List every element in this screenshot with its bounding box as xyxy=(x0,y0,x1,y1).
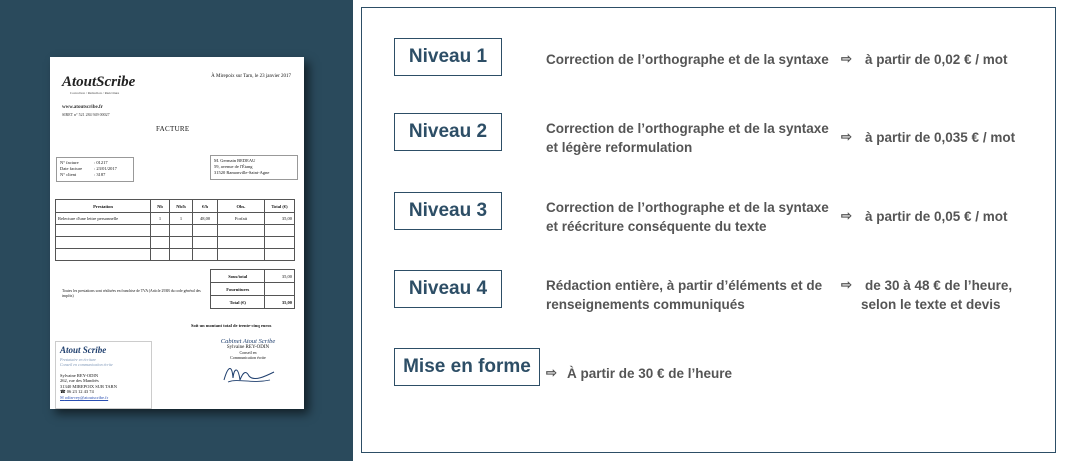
client-street: 59, avenue de l'Étang xyxy=(214,164,253,170)
stamp-subtitle-line: Prestataire en écriture xyxy=(60,357,96,362)
stamp-address-line: 31340 MIREPOIX SUR TARN xyxy=(60,383,117,389)
invoice-table xyxy=(55,199,295,261)
info-label: Date facture xyxy=(60,166,83,172)
signature-brand: Cabinet Atout Scribe xyxy=(220,338,276,345)
table-cell: 48,00 xyxy=(193,213,218,225)
column-header: Obs. xyxy=(218,200,265,213)
table-cell: 1 xyxy=(151,213,170,225)
level-3-description: Correction de l’orthographe et de la syntaxe et réécriture conséquente du texte xyxy=(546,200,829,234)
info-label: N° client xyxy=(60,172,77,178)
stamp-address xyxy=(60,373,117,400)
info-value: : 01217 xyxy=(94,160,108,165)
stamp-brand: Atout Scribe xyxy=(60,345,107,355)
invoice-title: FACTURE xyxy=(156,125,190,133)
client-name: M. Germain BEDEAU xyxy=(214,158,256,163)
info-label: N° facture xyxy=(60,160,79,165)
tva-note: Toutes les prestations sont réalisées en franchise de TVA (Article 293B du code général des impôts) xyxy=(62,289,201,298)
table-cell: 1 xyxy=(170,213,193,225)
level-4-price-line-1: de 30 à 48 € de l’heure, xyxy=(865,278,1013,293)
level-2-price: à partir de 0,035 € / mot xyxy=(865,130,1016,145)
level-2-description: Correction de l’orthographe et de la syntaxe et légère reformulation xyxy=(546,121,829,155)
total-in-words: Soit un montant total de trente-cinq euros xyxy=(191,323,272,328)
table-cell: Forfait xyxy=(218,213,265,225)
level-3-button[interactable]: Niveau 3 xyxy=(394,192,502,230)
table-cell: 35,00 xyxy=(265,213,295,225)
handwritten-signature xyxy=(218,362,278,386)
mise-en-forme-button[interactable]: Mise en forme xyxy=(394,348,540,386)
table-cell: Relecture d'une lettre personnelle xyxy=(56,213,151,225)
signature-role: Communication écrite xyxy=(230,355,266,360)
stamp-email-text: odin-rey@atoutscribe.fr xyxy=(64,394,109,400)
arrow-right-icon: ⇨ xyxy=(841,129,852,144)
stamp-address-line: Sylvaine REY-ODIN xyxy=(60,373,99,378)
table-row xyxy=(56,237,295,249)
invoice-totals xyxy=(210,269,295,309)
mail-icon: ✉ xyxy=(60,394,65,400)
table-row xyxy=(56,213,295,225)
arrow-right-icon: ⇨ xyxy=(841,51,852,66)
stamp-subtitle-line: Conseil en communication écrite xyxy=(60,362,113,367)
arrow-right-icon: ⇨ xyxy=(841,277,852,292)
invoice-client-box xyxy=(210,155,298,180)
table-row xyxy=(56,225,295,237)
table-header-row xyxy=(56,200,295,213)
column-header: Nb xyxy=(151,200,170,213)
invoice-siret: SIRET n° 521 284 949 00027 xyxy=(62,112,110,117)
column-header: Nb/h xyxy=(170,200,193,213)
signature-block xyxy=(202,338,294,386)
total-label: Total (€) xyxy=(211,296,265,309)
level-4-description: Rédaction entière, à partir d’éléments et de renseignements communiqués xyxy=(546,278,823,312)
signature-name: Sylvaine REY-ODIN xyxy=(226,345,270,350)
invoice-info-box xyxy=(56,157,134,182)
column-header: Prestation xyxy=(56,200,151,213)
invoice-date-line: À Mirepoix sur Tarn, le 23 janvier 2017 xyxy=(211,74,291,79)
client-city: 31520 Ramonville-Saint-Agne xyxy=(214,170,270,176)
pricing-panel xyxy=(361,7,1056,453)
mise-en-forme-price: À partir de 30 € de l’heure xyxy=(567,366,733,381)
column-header: €/h xyxy=(193,200,218,213)
table-row xyxy=(56,249,295,261)
column-header: Total (€) xyxy=(265,200,295,213)
invoice-logo: AtoutScribe xyxy=(62,74,136,90)
total-value: 35,00 xyxy=(265,296,295,309)
stamp-address-line: 262, rue des Mandrès xyxy=(60,378,99,384)
subtotal-value: 35,00 xyxy=(265,270,295,283)
signature-role: Conseil en xyxy=(239,350,257,355)
arrow-right-icon: ⇨ xyxy=(546,365,557,380)
stamp-subtitle xyxy=(60,357,113,367)
left-panel xyxy=(0,0,353,461)
level-3-price: à partir de 0,05 € / mot xyxy=(865,209,1008,224)
stamp-phone: ☎ 06 23 12 43 74 xyxy=(60,389,94,395)
info-value: : 3187 xyxy=(94,172,106,178)
level-1-button[interactable]: Niveau 1 xyxy=(394,38,502,76)
level-1-price: à partir de 0,02 € / mot xyxy=(865,52,1008,67)
arrow-right-icon: ⇨ xyxy=(841,208,852,223)
invoice-website: www.atoutscribe.fr xyxy=(62,105,103,110)
subtotal-label: Sous/total xyxy=(211,270,265,283)
level-4-button[interactable]: Niveau 4 xyxy=(394,270,502,308)
stamp-email xyxy=(60,395,117,400)
invoice-logo-subtitle: Correction / Rédaction / Réécriture xyxy=(70,91,120,95)
supplies-label: Fournitures xyxy=(211,283,265,296)
company-stamp xyxy=(55,341,152,409)
level-2-button[interactable]: Niveau 2 xyxy=(394,113,502,151)
invoice-image xyxy=(50,57,304,409)
level-4-price-line-2: selon le texte et devis xyxy=(861,297,1001,312)
info-value: : 23/01/2017 xyxy=(94,166,117,172)
level-1-description: Correction de l’orthographe et de la syntaxe xyxy=(546,52,829,67)
